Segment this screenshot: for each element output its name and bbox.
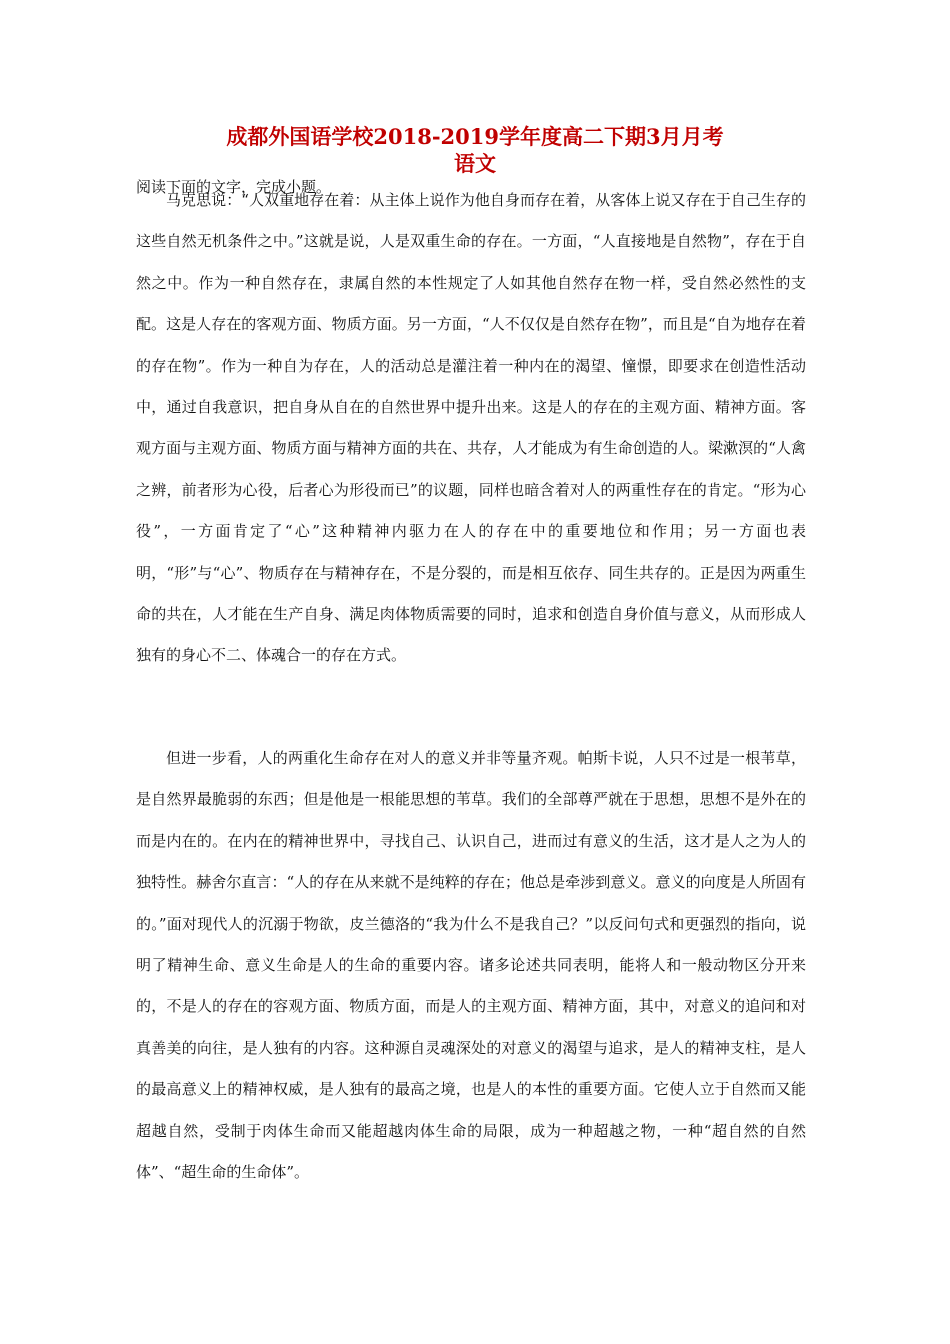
paragraph-2: 但进一步看，人的两重化生命存在对人的意义并非等量齐观。帕斯卡说，人只不过是一根苇草，是自然界最脆弱的东西；但是他是一根能思想的苇草。我们的全部尊严就在于思想，思想不是外在的而是内在的。在内在的精神世界中，寻找自己、认识自己，进而过有意义的生活，这才是人之为人的独特性。赫舍尔直言：“人的存在从来就不是纯粹的存在；他总是牵涉到意义。意义的向度是人所固有的。”面对现代人的沉溺于物欲，皮兰德洛的“我为什么不是我自己？”以反问句式和更强烈的指向，说明了精神生命、意义生命是人的生命的重要内容。诸多论述共同表明，能将人和一般动物区分开来的，不是人的存在的容观方面、物质方面，而是人的主观方面、精神方面，其中，对意义的追问和对真善美的向往，是人独有的内容。这种源自灵魂深处的对意义的渴望与追求，是人的精神支柱，是人的最高意义上的精神权威，是人独有的最高之境，也是人的本性的重要方面。它使人立于自然而又能超越自然，受制于肉体生命而又能超越肉体生命的局限，成为一种超越之物，一种“超自然的自然体”、“超生命的生命体”。: [136, 749, 806, 1182]
paragraph-1: 马克思说：“人双重地存在着：从主体上说作为他自身而存在着，从客体上说又存在于自己生存的这些自然无机条件之中。”这就是说，人是双重生命的存在。一方面，“人直接地是自然物”，存在于自然之中。作为一种自然存在，隶属自然的本性规定了人如其他自然存在物一样，受自然必然性的支配。这是人存在的客观方面、物质方面。另一方面，“人不仅仅是自然存在物”，而且是“自为地存在着的存在物”。作为一种自为存在，人的活动总是灌注着一种内在的渴望、憧憬，即要求在创造性活动中，通过自我意识，把自身从自在的自然世界中提升出来。这是人的存在的主观方面、精神方面。客观方面与主观方面、物质方面与精神方面的共在、共存，人才能成为有生命创造的人。梁漱溟的“人禽之辨，前者形为心役，后者心为形役而已”的议题，同样也暗含着对人的两重性存在的肯定。“形为心役”，一方面肯定了“心”这种精神内驱力在人的存在中的重要地位和作用；另一方面也表明，“形”与“心”、物质存在与精神存在，不是分裂的，而是相互依存、同生共存的。正是因为两重生命的共在，人才能在生产自身、满足肉体物质需要的同时，追求和创造自身价值与意义，从而形成人独有的身心不二、体魂合一的存在方式。: [136, 191, 806, 665]
document-title: 成都外国语学校2018-2019学年度高二下期3月月考: [226, 124, 724, 149]
reading-instruction: 阅读下面的文字，完成小题。: [136, 178, 332, 196]
document-subtitle: 语文: [454, 151, 496, 176]
